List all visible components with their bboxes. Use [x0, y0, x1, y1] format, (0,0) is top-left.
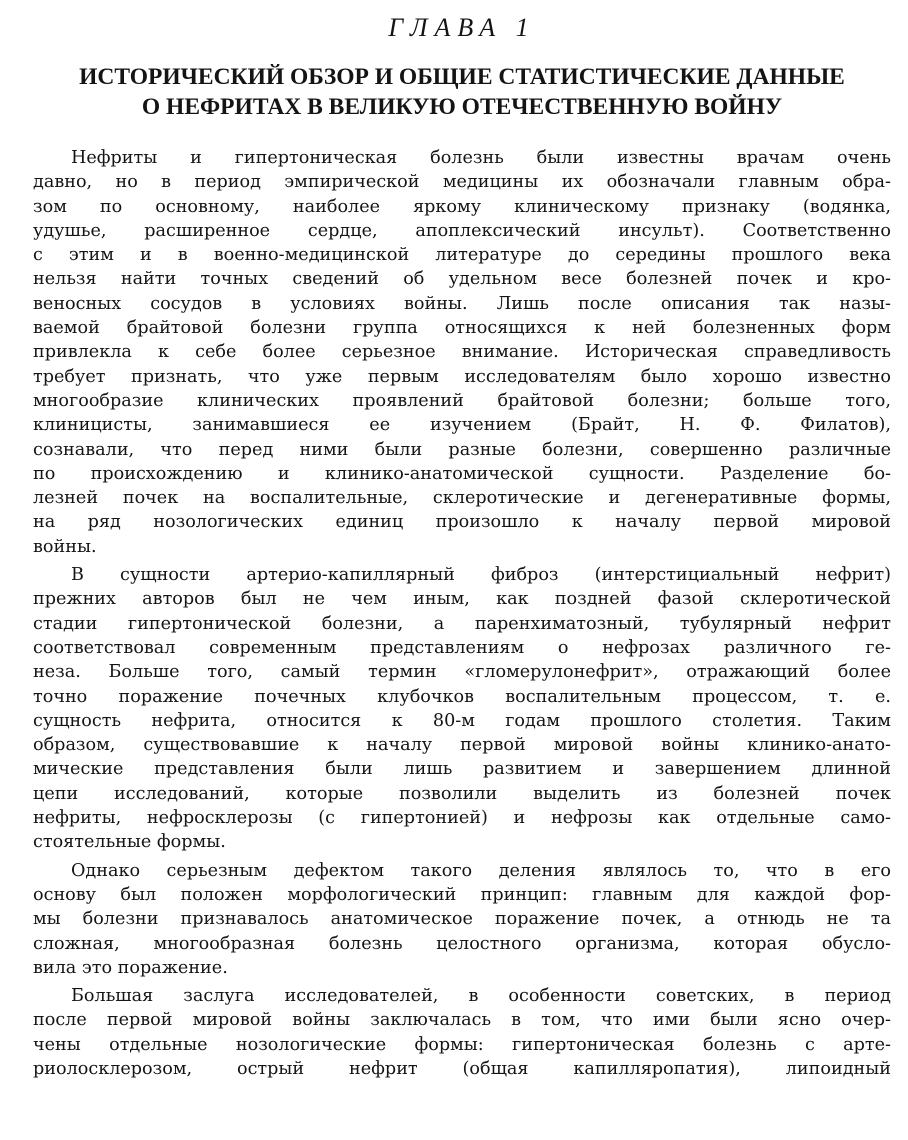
- text-line: вила это поражение.: [33, 957, 228, 978]
- text-line: ваемой брайтовой болезни группа относящихся к ней болезненных форм: [33, 318, 891, 339]
- text-line: прежних авторов был не чем иным, как поздней фазой склеротической: [33, 589, 891, 610]
- paragraph: [33, 859, 891, 980]
- text-line: риолосклерозом, острый нефрит (общая капилляропатия), липоидный: [33, 1058, 891, 1079]
- text-line: основу был положен морфологический принцип: главным для каждой фор-: [33, 884, 891, 905]
- text-line: с этим и в военно-медицинской литературе до середины прошлого века: [33, 245, 891, 266]
- text-line: нефриты, нефросклерозы (с гипертонией) и нефрозы как отдельные само-: [33, 808, 891, 829]
- text-line: лезней почек на воспалительные, склеротические и дегенеративные формы,: [33, 488, 891, 509]
- text-line: Нефриты и гипертоническая болезнь были известны врачам очень: [71, 148, 891, 168]
- text-line: требует признать, что уже первым исследователям было хорошо известно: [33, 366, 891, 387]
- text-line: стоятельные формы.: [33, 832, 226, 853]
- paragraph: [33, 563, 891, 855]
- text-line: соответствовал современным представлениям о нефрозах различного ге-: [33, 637, 891, 658]
- chapter-title: [33, 62, 891, 122]
- text-line: точно поражение почечных клубочков воспалительным процессом, т. е.: [33, 686, 891, 707]
- text-line: по происхождению и клинико-анатомической сущности. Разделение бо-: [33, 463, 891, 484]
- chapter-label: ГЛАВА 1: [388, 13, 536, 42]
- text-line: стадии гипертонической болезни, а паренхиматозный, тубулярный нефрит: [33, 613, 891, 634]
- text-line: образом, существовавшие к началу первой мировой войны клинико-анато-: [33, 735, 891, 756]
- text-line: Большая заслуга исследователей, в особенности советских, в период: [71, 986, 891, 1007]
- paragraph: [33, 146, 891, 559]
- book-page: [33, 12, 891, 1085]
- text-line: мы болезни признавалось анатомическое поражение почек, а отнюдь не та: [33, 909, 891, 930]
- text-line: нельзя найти точных сведений об удельном весе болезней почек и кро-: [33, 269, 891, 290]
- text-line: мические представления были лишь развитием и завершением длинной: [33, 759, 891, 780]
- text-line: В сущности артерио-капиллярный фиброз (интерстициальный нефрит): [71, 565, 891, 586]
- text-line: многообразие клинических проявлений брайтовой болезни; больше того,: [33, 390, 891, 411]
- text-line: после первой мировой войны заключалась в том, что ими были ясно очер-: [33, 1010, 891, 1031]
- text-line: сложная, многообразная болезнь целостного организма, которая обусло-: [33, 933, 891, 954]
- body-text: [33, 146, 891, 1081]
- text-line: Однако серьезным дефектом такого деления являлось то, что в его: [71, 860, 891, 881]
- paragraph: [33, 984, 891, 1081]
- text-line: привлекла к себе более серьезное внимание. Историческая справедливость: [33, 342, 891, 363]
- text-line: неза. Больше того, самый термин «гломерулонефрит», отражающий более: [33, 662, 891, 683]
- text-line: войны.: [33, 536, 97, 557]
- text-line: зом по основному, наиболее яркому клиническому признаку (водянка,: [33, 196, 891, 217]
- chapter-title-line: О НЕФРИТАХ В ВЕЛИКУЮ ОТЕЧЕСТВЕННУЮ ВОЙНУ: [141, 94, 783, 120]
- chapter-title-line: ИСТОРИЧЕСКИЙ ОБЗОР И ОБЩИЕ СТАТИСТИЧЕСКИЕ ДАННЫЕ: [79, 64, 845, 90]
- text-line: чены отдельные нозологические формы: гипертоническая болезнь с арте-: [33, 1034, 891, 1055]
- text-line: удушье, расширенное сердце, апоплексический инсульт). Соответственно: [33, 220, 891, 241]
- text-line: сущность нефрита, относится к 80-м годам прошлого столетия. Таким: [33, 710, 891, 731]
- text-line: клиницисты, занимавшиеся ее изучением (Брайт, Н. Ф. Филатов),: [33, 415, 891, 436]
- text-line: цепи исследований, которые позволили выделить из болезней почек: [33, 783, 891, 804]
- text-line: сознавали, что перед ними были разные болезни, совершенно различные: [33, 439, 891, 460]
- text-line: давно, но в период эмпирической медицины их обозначали главным обра-: [33, 172, 891, 193]
- text-line: на ряд нозологических единиц произошло к началу первой мировой: [33, 512, 891, 533]
- text-line: веносных сосудов в условиях войны. Лишь после описания так назы-: [33, 293, 891, 314]
